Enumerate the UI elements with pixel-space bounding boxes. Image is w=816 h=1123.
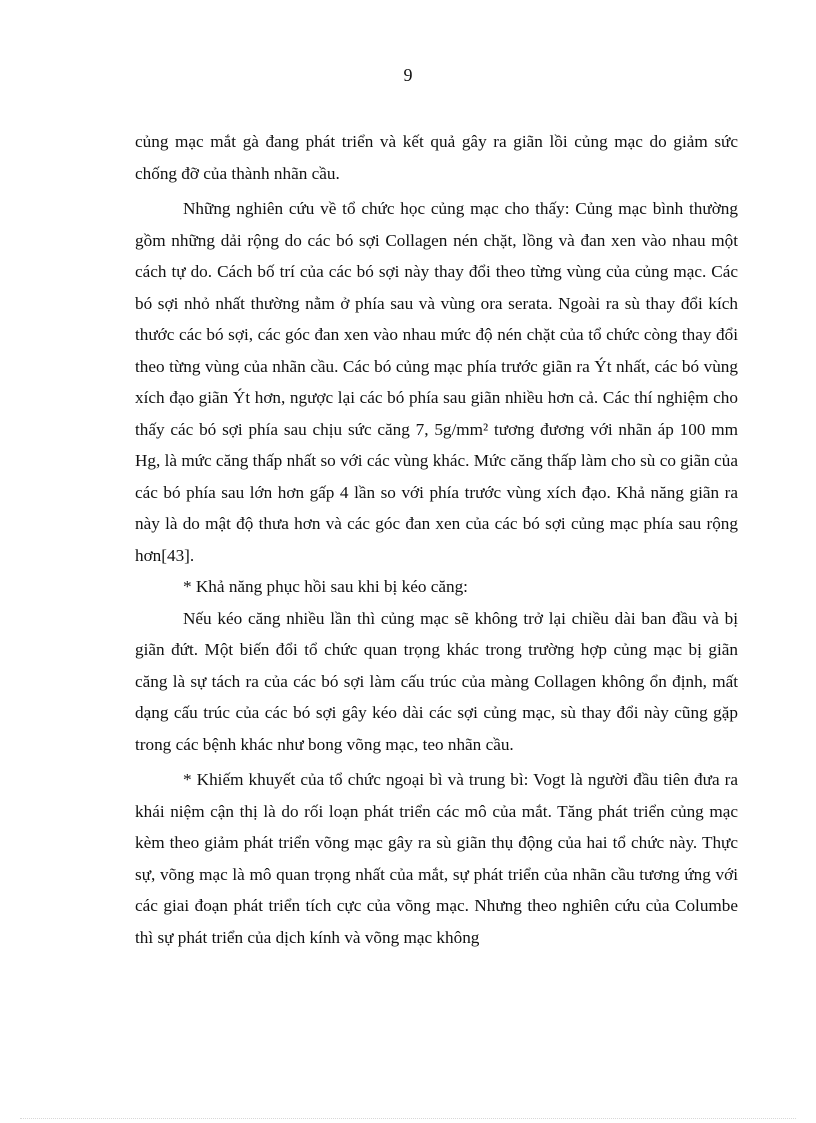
paragraph-stretching: Nếu kéo căng nhiều lần thì củng mạc sẽ không trở lại chiều dài ban đầu và bị giãn đứt. Một biến đổi tổ chức quan trọng khác trong trường hợp củng mạc bị giãn căng là sự tách ra của các bó sợi làm cấu trúc của màng Collagen không ổn định, mất dạng cấu trúc của các bó sợi gây kéo dài các sợi củng mạc, sù thay đổi này cũng gặp trong các bệnh khác như bong võng mạc, teo nhãn cầu. — [135, 608, 738, 754]
body-text — [135, 126, 738, 953]
paragraph-continuation: củng mạc mắt gà đang phát triển và kết quả gây ra giãn lồi củng mạc do giảm sức chống đỡ của thành nhãn cầu. — [135, 132, 738, 183]
paragraph-sclera-histology: Những nghiên cứu về tổ chức học củng mạc cho thấy: Củng mạc bình thường gồm những dải rộng do các bó sợi Collagen nén chặt, lồng và đan xen vào nhau một cách tự do. Cách bố trí của các bó sợi này thay đổi theo từng vùng của củng mạc. Các bó sợi nhỏ nhất thường nằm ở phía sau và vùng ora serata. Ngoài ra sù thay đổi kích thước các bó sợi, các góc đan xen vào nhau mức độ nén chặt của tổ chức còng thay đổi theo từng vùng của nhãn cầu. Các bó củng mạc phía trước giãn ra Ýt nhất, các bó vùng xích đạo giãn Ýt hơn, ngược lại các bó phía sau giãn nhiều hơn cả. Các thí nghiệm cho thấy các bó sợi phía sau chịu sức căng 7, 5g/mm² tương đương với nhãn áp 100 mm Hg, là mức căng thấp nhất so với các vùng khác. Mức căng thấp làm cho sù co giãn của các bó phía sau lớn hơn gấp 4 lần so với phía trước vùng xích đạo. Khả năng giãn ra này là do mật độ thưa hơn và các góc đan xen của các bó sợi củng mạc phía sau rộng hơn[43]. — [135, 199, 738, 565]
paragraph-tissue-defects: * Khiếm khuyết của tổ chức ngoại bì và trung bì: Vogt là người đầu tiên đưa ra khái niệm cận thị là do rối loạn phát triển các mô của mắt. Tăng phát triển củng mạc kèm theo giảm phát triển võng mạc gây ra sù giãn thụ động của hai tổ chức này. Thực sự, võng mạc là mô quan trọng nhất của mắt, sự phát triển của nhãn cầu tương ứng với các giai đoạn phát triển tích cực của võng mạc. Nhưng theo nghiên cứu của Columbe thì sự phát triển của dịch kính và võng mạc không — [135, 770, 738, 947]
page-bottom-border — [20, 1118, 796, 1119]
page-number: 9 — [403, 65, 413, 85]
paragraph-recovery-heading: * Khả năng phục hồi sau khi bị kéo căng: — [183, 577, 468, 596]
